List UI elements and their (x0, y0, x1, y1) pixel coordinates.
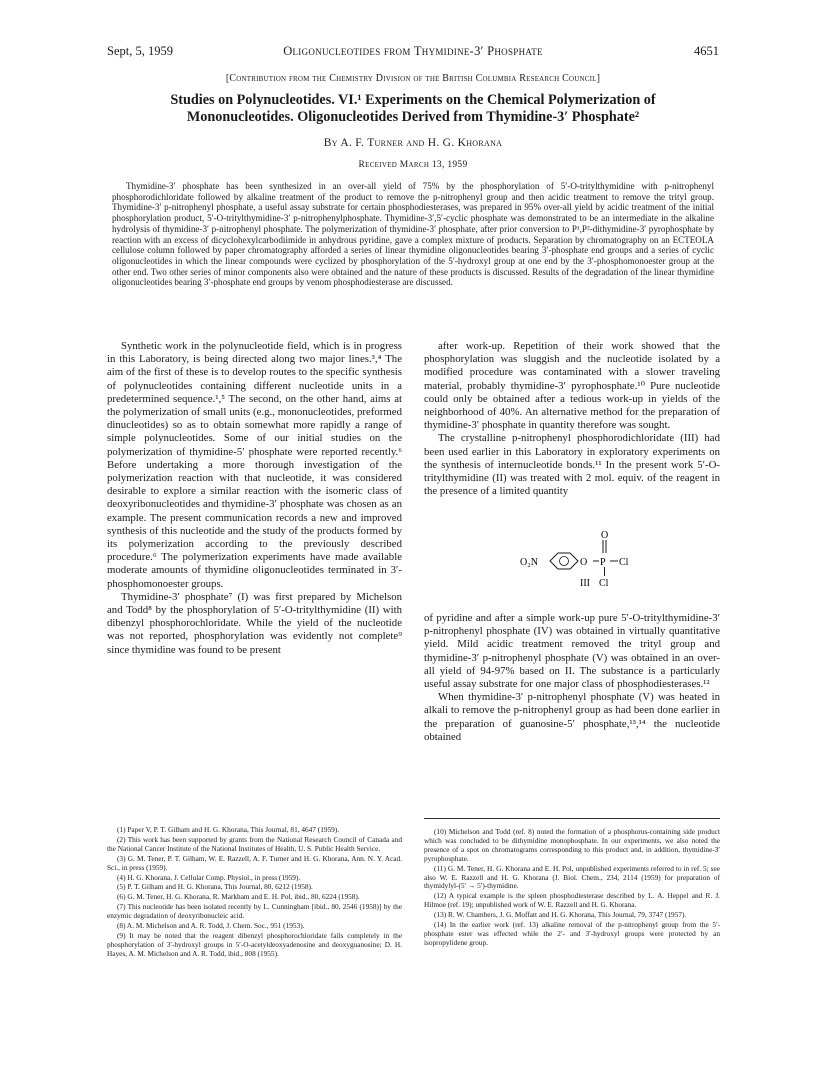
page-number: 4651 (694, 44, 719, 58)
article-title (107, 92, 719, 126)
oxygen-top-label: O (601, 530, 609, 541)
running-head (107, 44, 719, 60)
running-head-date: Sept, 5, 1959 (107, 44, 173, 58)
footnotes-left (107, 826, 402, 960)
body-column-left (107, 340, 402, 657)
footnote: (10) Michelson and Todd (ref. 8) noted the formation of a phosphorus-containing side product which was concluded to be dithymidine monophosphate. In our experiments, we also noted the presence of a spot on chromatograms corresponding to this product and, in addition, thymidine-3′ pyrophosphate. (424, 827, 720, 863)
received-date: Received March 13, 1959 (358, 160, 468, 170)
byline: By A. F. Turner and H. G. Khorana (323, 137, 503, 149)
aromatic-circle-icon (560, 557, 569, 566)
chlorine-right-label: Cl (619, 557, 629, 568)
footnote: (6) G. M. Tener, H. G. Khorana, R. Markham and E. H. Pol, ibid., 80, 6224 (1958). (117, 892, 360, 902)
footnote: (14) In the earlier work (ref. 13) alkaline removal of the p-nitrophenyl group from the 5′-phosphate ester was effected while the 2′- and 3′-hydroxyl groups were protected by an isopropylidene group. (424, 920, 720, 947)
paragraph: When thymidine-3′ p-nitrophenyl phosphate (V) was heated in alkali to remove the p-nitrophenyl group as had been done earlier in the preparation of guanosine-5′ phosphate,¹³,¹⁴ the nucleotide obtained (424, 691, 720, 743)
footnote: (9) It may be noted that the reagent dibenzyl phosphorochloridate fails completely in the phosphorylation of 3′-hydroxyl groups in 5′-O-acetyldeoxyadenosine and deoxyguanosine; D. H. Hayes, A. M. Michelson and A. R. Todd, ibid., 808 (1955). (107, 930, 402, 958)
footnote: (5) P. T. Gilham and H. G. Khorana, This Journal, 80, 6212 (1958). (117, 882, 313, 892)
chlorine-bottom-label: Cl (599, 578, 609, 589)
nitro-group-label: O₂N (520, 557, 538, 568)
footnote: (3) G. M. Tener, P. T. Gilham, W. E. Razzell, A. F. Turner and H. G. Khorana, Ann. N. Y. Acad. Sci., in press (1959). (107, 853, 402, 872)
oxygen-link-label: O (580, 557, 588, 568)
paragraph: Thymidine-3′ phosphate⁷ (I) was first prepared by Michelson and Todd⁸ by the phosphorylation of 5′-O-tritylthymidine (II) with dibenzyl phosphorochloridate. While the yield of the nucleotide was not reported, phosphorylation was evidently not complete⁹ since thymidine was found to be present (107, 590, 402, 656)
chemical-structure-iii (510, 528, 640, 608)
footnote: (1) Paper V, P. T. Gilham and H. G. Khorana, This Journal, 81, 4647 (1959). (117, 825, 340, 834)
paragraph: after work-up. Repetition of their work showed that the phosphorylation was sluggish and the nucleotide isolated by a modified procedure was contaminated with a slower traveling material, probably thymidine-3′ pyrophosphate.¹⁰ Pure nucleotide could only be obtained after a tedious work-up in yields of the neighborhood of 40%. An alternative method for the preparation of thymidine-3′ phosphate in quantity therefore was sought. (424, 340, 720, 432)
structure-drawing (510, 528, 640, 608)
footnote: (13) R. W. Chambers, J. G. Moffatt and H. G. Khorana, This Journal, 79, 3747 (1957). (434, 910, 687, 920)
body-column-right-bottom (424, 612, 720, 744)
compound-number-label: III (580, 578, 590, 589)
footnote: (8) A. M. Michelson and A. R. Todd, J. Chem. Soc., 951 (1953). (117, 921, 305, 931)
footnote: (12) A typical example is the spleen phosphodiesterase described by L. A. Heppel and R. J. Hilmoe (ref. 19); unpublished work of W. E. Razzell and H. G. Khorana. (424, 891, 720, 910)
body-column-right-top (424, 340, 720, 498)
article-title-line-1: Studies on Polynucleotides. VI.¹ Experiments on the Chemical Polymerization of (170, 92, 656, 108)
article-title-line-2: Mononucleotides. Oligonucleotides Derived from Thymidine-3′ Phosphate² (186, 109, 640, 125)
paragraph: Synthetic work in the polynucleotide field, which is in progress in this Laboratory, is being directed along two major lines.³,⁴ The aim of the first of these is to develop routes to the specific synthesis of polynucleotides containing different nucleotide units in a predetermined sequence.¹,⁵ The second, on the other hand, aims at the polymerization of small units (e.g., mononucleotides, preformed dinucleotides) so as to obtain somewhat more rapidly a range of simple polynucleotides. Some of our initial studies on the polymerization of thymidine-5′ phosphate were reported recently.⁶ Before undertaking a more thorough investigation of the polymerization reaction with that nucleotide, it was considered desirable to explore a similar reaction with the isomeric class of deoxyribonucleotides and thymidine-3′ phosphate was chosen as an example. The present communication records a new and improved synthesis of this nucleotide and the study of the products formed by its polymerization according to the previously described procedure.⁶ The polymerization experiments have made available moderate amounts of thymidine oligonucleotides terminated in 3′-phosphomonoester groups. (107, 340, 402, 590)
phosphorus-label: P (600, 557, 606, 568)
contribution-line: [Contribution from the Chemistry Division of the British Columbia Research Council] (225, 73, 601, 84)
running-head-title: Oligonucleotides from Thymidine-3′ Phosphate (283, 44, 543, 58)
footnote: (7) This nucleotide has been isolated recently by L. Cunningham [ibid., 80, 2546 (1958)] by the enzymic degradation of deoxyribonucleic acid. (107, 902, 402, 921)
footnote: (11) G. M. Tener, H. G. Khorana and E. H. Pol, unpublished experiments referred to in ref. 5; see also W. E. Razzell and H. G. Khorana (J. Biol. Chem., 234, 2114 (1959) for preparation of thymidylyl-(5′ → 5′)-thymidine. (424, 863, 720, 891)
footnote: (2) This work has been supported by grants from the National Research Council of Canada and the National Cancer Institute of the National Institutes of Health, U. S. Public Health Service. (107, 834, 402, 853)
paragraph: The crystalline p-nitrophenyl phosphorodichloridate (III) had been used earlier in this Laboratory in exploratory experiments on the synthesis of internucleotide bonds.¹¹ In the present work 5′-O-tritylthymidine (II) was treated with 2 mol. equiv. of the reagent in the presence of a limited quantity (424, 432, 720, 498)
footnote: (4) H. G. Khorana, J. Cellular Comp. Physiol., in press (1959). (117, 872, 301, 882)
abstract: Thymidine-3′ phosphate has been synthesized in an over-all yield of 75% by the phosphorylation of 5′-O-tritylthymidine with p-nitrophenyl phosphorodichloridate followed by alkaline treatment of the product to remove the p-nitrophenyl group and then acidic treatment to remove the trityl group. Thymidine-3′ p-nitrophenyl phosphate, a useful assay substrate for certain phosphodiesterases, was prepared in 95% over-all yield by acidic treatment of the initial phosphorylation product, 5′-O-tritylthymidine-3′ p-nitrophenylphosphate. Thymidine-3′,5′-cyclic phosphate was demonstrated to be an intermediate in the alkaline hydrolysis of thymidine-3′ p-nitrophenyl phosphate. The polymerization of thymidine-3′ phosphate, after prior conversion to P¹,P²-dithymidine-3′ pyrophosphate by reaction with an excess of dicyclohexylcarbodiimide in anhydrous pyridine, gave a complex mixture of products. Separation by chromatography on an ECTEOLA cellulose column followed by paper chromatography afforded a series of linear thymidine oligonucleotides bearing 3′-phosphate end groups and a series of cyclic oligonucleotides in which the linear compounds were cyclized by phosphorylation of the 5′-hydroxyl group at one end by the 3′-phosphomonoester group at the other end. Two other series of minor components also were obtained and the nature of these products is discussed. Results of the degradation of the linear thymidine oligonucleotides bearing 3′-phosphate end groups by venom phosphodiesterase are discussed. (112, 181, 714, 288)
paragraph: of pyridine and after a simple work-up pure 5′-O-tritylthymidine-3′ p-nitrophenyl phosphate (IV) was obtained in virtually quantitative yield. Mild acidic treatment removed the trityl group and thymidine-3′ p-nitrophenyl phosphate (V) was obtained in an over-all yield of 94-97% based on II. The substance is a particularly useful assay substrate for one major class of phosphodiesterases.¹² (424, 612, 720, 691)
footnote-divider (424, 818, 720, 819)
benzene-ring-icon (550, 553, 578, 569)
footnotes-right (424, 828, 720, 949)
